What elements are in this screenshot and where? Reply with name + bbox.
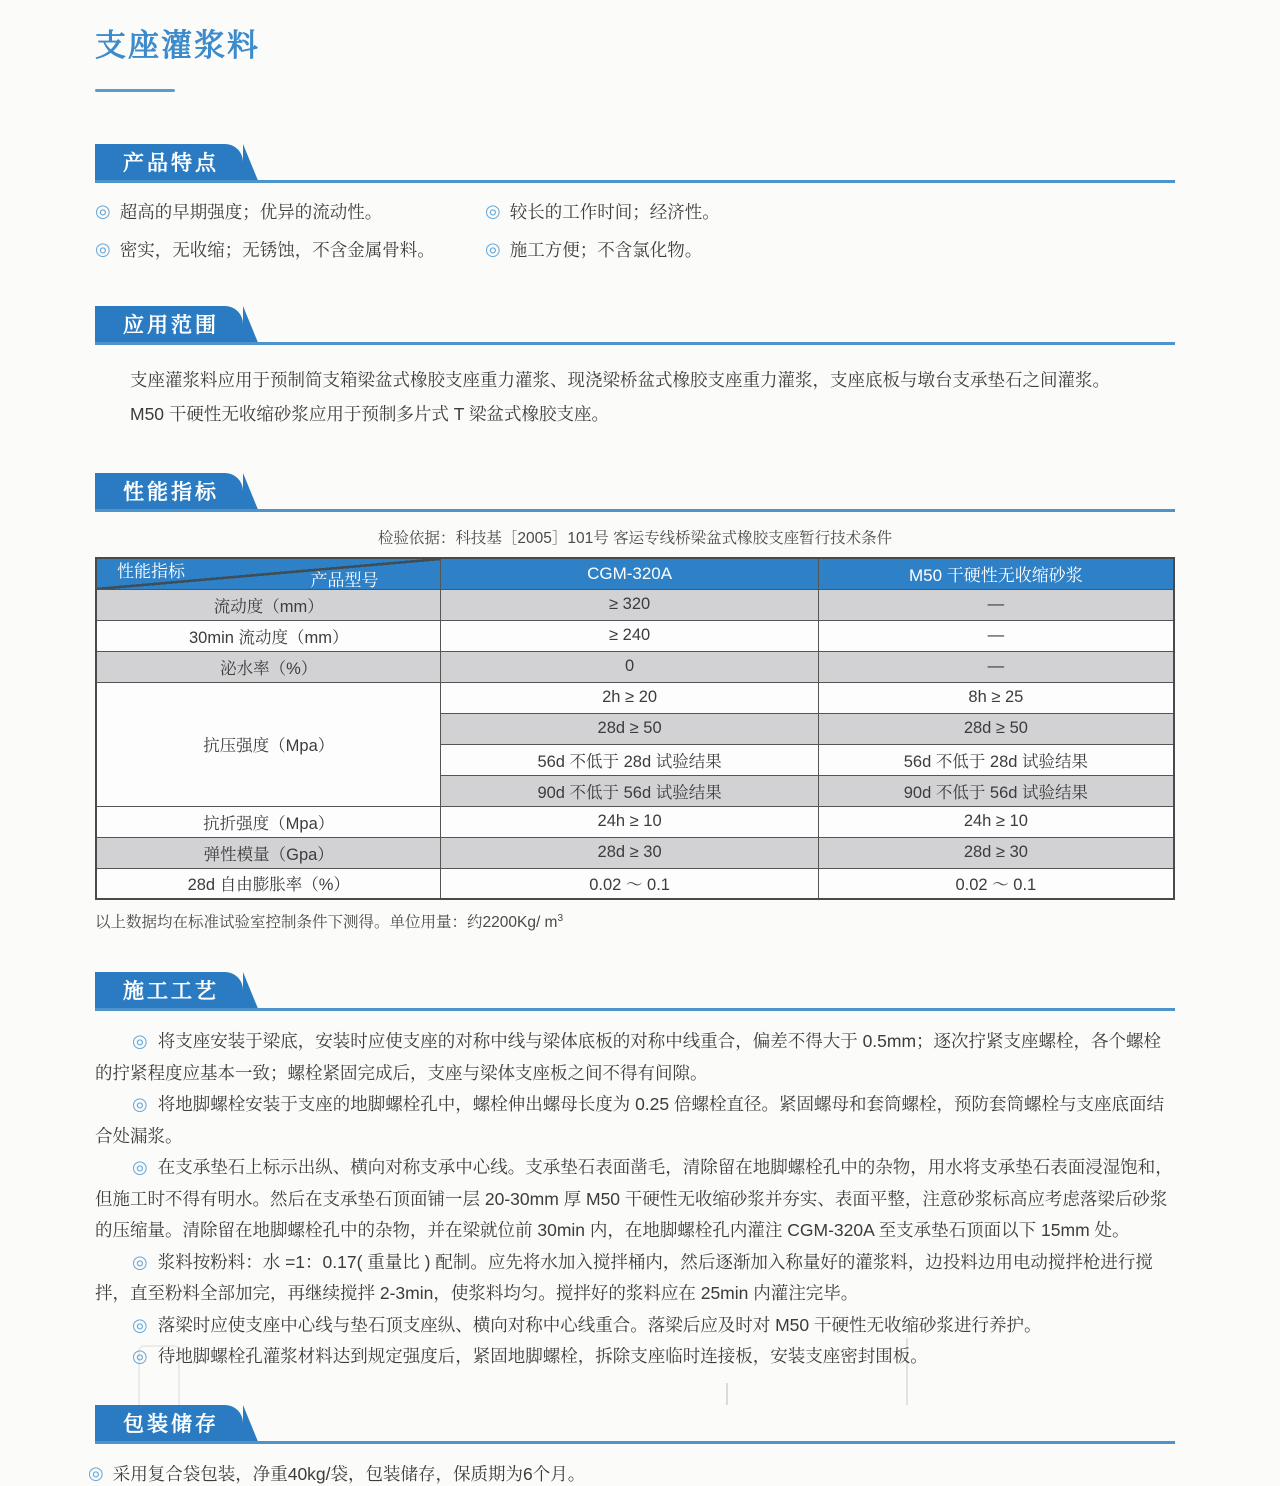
- table-footnote: [95, 910, 1175, 932]
- construction-steps: [95, 1026, 1175, 1373]
- cell-cgm: ≥ 320: [441, 589, 818, 620]
- table-row: [96, 620, 1174, 651]
- construction-heading: 施工工艺: [95, 972, 243, 1011]
- section-construction: [95, 972, 1175, 1373]
- column-header-cgm: CGM-320A: [441, 558, 818, 589]
- packaging-heading: 包装储存: [95, 1405, 243, 1444]
- row-label: 泌水率（%）: [96, 651, 441, 682]
- cell-m50: 0.02 ～ 0.1: [818, 868, 1174, 899]
- section-rule: [95, 1008, 1175, 1011]
- section-rule: [95, 1441, 1175, 1444]
- packaging-text: 采用复合袋包装，净重40kg/袋，包装储存，保质期为6个月。: [112, 1463, 586, 1484]
- ring-bullet-icon: ◎: [95, 239, 111, 259]
- section-performance-header: [95, 473, 1175, 512]
- corner-label-product-model: 产品型号: [310, 571, 379, 590]
- table-row: [96, 837, 1174, 868]
- feature-text: 较长的工作时间；经济性。: [509, 202, 720, 222]
- section-construction-header: [95, 972, 1175, 1011]
- features-heading: 产品特点: [95, 144, 243, 183]
- test-basis-note: 检验依据：科技基［2005］101号 客运专线桥梁盆式橡胶支座暂行技术条件: [377, 530, 893, 547]
- section-application-header: [95, 306, 1175, 345]
- list-item: [95, 237, 485, 262]
- construction-step: [95, 1026, 1175, 1089]
- cell-cgm: 28d ≥ 50: [441, 713, 818, 744]
- application-line: 支座灌浆料应用于预制简支箱梁盆式橡胶支座重力灌浆、现浇梁桥盆式橡胶支座重力灌浆，支座底板与墩台支承垫石之间灌浆。: [130, 370, 1110, 390]
- cell-cgm: 2h ≥ 20: [441, 682, 818, 713]
- cell-m50: —: [818, 651, 1174, 682]
- performance-heading-badge: [95, 473, 259, 512]
- ring-bullet-icon: ◎: [132, 1314, 148, 1335]
- ring-bullet-icon: ◎: [132, 1031, 148, 1051]
- ring-bullet-icon: ◎: [485, 239, 501, 259]
- row-label: 弹性模量（Gpa）: [96, 837, 441, 868]
- cell-cgm: 56d 不低于 28d 试验结果: [441, 744, 818, 775]
- table-row: [96, 868, 1174, 899]
- application-line: M50 干硬性无收缩砂浆应用于预制多片式 T 梁盆式橡胶支座。: [130, 404, 610, 424]
- performance-heading: 性能指标: [95, 473, 243, 512]
- badge-slant-decoration: [243, 306, 259, 345]
- cell-m50: —: [818, 620, 1174, 651]
- feature-text: 密实，无收缩；无锈蚀，不含金属骨料。: [119, 240, 435, 260]
- table-corner-cell: [96, 558, 441, 589]
- features-list: [95, 199, 1175, 262]
- page-title: 支座灌浆料: [95, 28, 260, 63]
- section-packaging-header: [95, 1405, 1175, 1444]
- badge-slant-decoration: [243, 972, 259, 1011]
- footnote-text: 以上数据均在标准试验室控制条件下测得。单位用量：约2200Kg/ m: [95, 914, 558, 931]
- step-text: 将支座安装于梁底，安装时应使支座的对称中线与梁体底板的对称中线重合，偏差不得大于 0.5mm；逐次拧紧支座螺栓，各个螺栓的拧紧程度应基本一致；螺栓紧固完成后，支座与梁体支座板之间不得有间隙。: [95, 1031, 1162, 1083]
- packaging-heading-badge: [95, 1405, 259, 1444]
- application-text: [95, 363, 1175, 431]
- cell-cgm: ≥ 240: [441, 620, 818, 651]
- table-row: [96, 806, 1174, 837]
- list-item: [485, 199, 1175, 224]
- table-row: [96, 651, 1174, 682]
- construction-step: [95, 1089, 1175, 1152]
- ring-bullet-icon: ◎: [132, 1346, 148, 1366]
- step-text: 待地脚螺栓孔灌浆材料达到规定强度后，紧固地脚螺栓，拆除支座临时连接板，安装支座密封围板。: [157, 1346, 928, 1366]
- section-features-header: [95, 144, 1175, 183]
- cell-m50: 56d 不低于 28d 试验结果: [818, 744, 1174, 775]
- performance-table: [95, 557, 1175, 900]
- section-rule: [95, 180, 1175, 183]
- ring-bullet-icon: ◎: [88, 1462, 104, 1483]
- cell-cgm: 0: [441, 651, 818, 682]
- table-header-row: [96, 558, 1174, 589]
- list-item: [95, 199, 485, 224]
- section-rule: [95, 342, 1175, 345]
- ring-bullet-icon: ◎: [485, 201, 501, 221]
- cell-m50: 24h ≥ 10: [818, 806, 1174, 837]
- ring-bullet-icon: ◎: [95, 201, 111, 221]
- step-text: 落梁时应使支座中心线与垫石顶支座纵、横向对称中心线重合。落梁后应及时对 M50 干硬性无收缩砂浆进行养护。: [157, 1314, 1042, 1335]
- packaging-text-line: [88, 1461, 1175, 1486]
- row-label-compressive: 抗压强度（Mpa）: [96, 682, 441, 806]
- row-label: 30min 流动度（mm）: [96, 620, 441, 651]
- table-row: [96, 589, 1174, 620]
- section-performance: [95, 473, 1175, 932]
- section-packaging: [88, 1405, 1175, 1486]
- cell-m50: 28d ≥ 50: [818, 713, 1174, 744]
- application-heading-badge: [95, 306, 259, 345]
- cell-cgm: 24h ≥ 10: [441, 806, 818, 837]
- title-underline: [95, 89, 175, 92]
- cell-cgm: 90d 不低于 56d 试验结果: [441, 775, 818, 806]
- cell-m50: 28d ≥ 30: [818, 837, 1174, 868]
- row-label: 抗折强度（Mpa）: [96, 806, 441, 837]
- features-heading-badge: [95, 144, 259, 183]
- badge-slant-decoration: [243, 1405, 259, 1444]
- section-features: [95, 144, 1175, 262]
- corner-label-performance-index: 性能指标: [117, 561, 185, 581]
- feature-text: 施工方便；不含氯化物。: [509, 240, 703, 260]
- construction-heading-badge: [95, 972, 259, 1011]
- cell-m50: 8h ≥ 25: [818, 682, 1174, 713]
- cell-m50: 90d 不低于 56d 试验结果: [818, 775, 1174, 806]
- cell-cgm: 0.02 ～ 0.1: [441, 868, 818, 899]
- application-heading: 应用范围: [95, 306, 243, 345]
- badge-slant-decoration: [243, 144, 259, 183]
- ring-bullet-icon: ◎: [132, 1251, 148, 1272]
- table-row: [96, 682, 1174, 713]
- footnote-superscript: 3: [557, 912, 564, 924]
- step-text: 浆料按粉料：水 =1：0.17( 重量比 ) 配制。应先将水加入搅拌桶内，然后逐渐加入称量好的灌浆料，边投料边用电动搅拌枪进行搅拌，直至粉料全部加完，再继续搅拌 2-3min，使浆料均匀。搅拌好的浆料应在 25min 内灌注完毕。: [95, 1251, 1153, 1303]
- construction-step: [95, 1341, 1175, 1373]
- section-application: [95, 306, 1175, 431]
- step-text: 在支承垫石上标示出纵、横向对称支承中心线。支承垫石表面凿毛，清除留在地脚螺栓孔中的杂物，用水将支承垫石表面浸湿饱和，但施工时不得有明水。然后在支承垫石顶面铺一层 20-30mm 厚 M50 干硬性无收缩砂浆并夯实、表面平整，注意砂浆标高应考虑落梁后砂浆的压缩量。清除留在地脚螺栓孔中的杂物，并在梁就位前 30min 内，在地脚螺栓孔内灌注 CGM-320A 至支承垫石顶面以下 15mm 处。: [95, 1157, 1173, 1240]
- column-header-m50: M50 干硬性无收缩砂浆: [818, 558, 1174, 589]
- feature-text: 超高的早期强度；优异的流动性。: [119, 202, 383, 222]
- row-label: 28d 自由膨胀率（%）: [96, 868, 441, 899]
- section-rule: [95, 509, 1175, 512]
- row-label: 流动度（mm）: [96, 589, 441, 620]
- cell-m50: —: [818, 589, 1174, 620]
- badge-slant-decoration: [243, 473, 259, 512]
- ring-bullet-icon: ◎: [132, 1157, 148, 1177]
- list-item: [485, 237, 1175, 262]
- ring-bullet-icon: ◎: [132, 1094, 148, 1114]
- construction-step: [95, 1310, 1175, 1342]
- construction-step: [95, 1152, 1175, 1247]
- step-text: 将地脚螺栓安装于支座的地脚螺栓孔中，螺栓伸出螺母长度为 0.25 倍螺栓直径。紧固螺母和套筒螺栓，预防套筒螺栓与支座底面结合处漏浆。: [95, 1094, 1164, 1146]
- construction-step: [95, 1247, 1175, 1310]
- cell-cgm: 28d ≥ 30: [441, 837, 818, 868]
